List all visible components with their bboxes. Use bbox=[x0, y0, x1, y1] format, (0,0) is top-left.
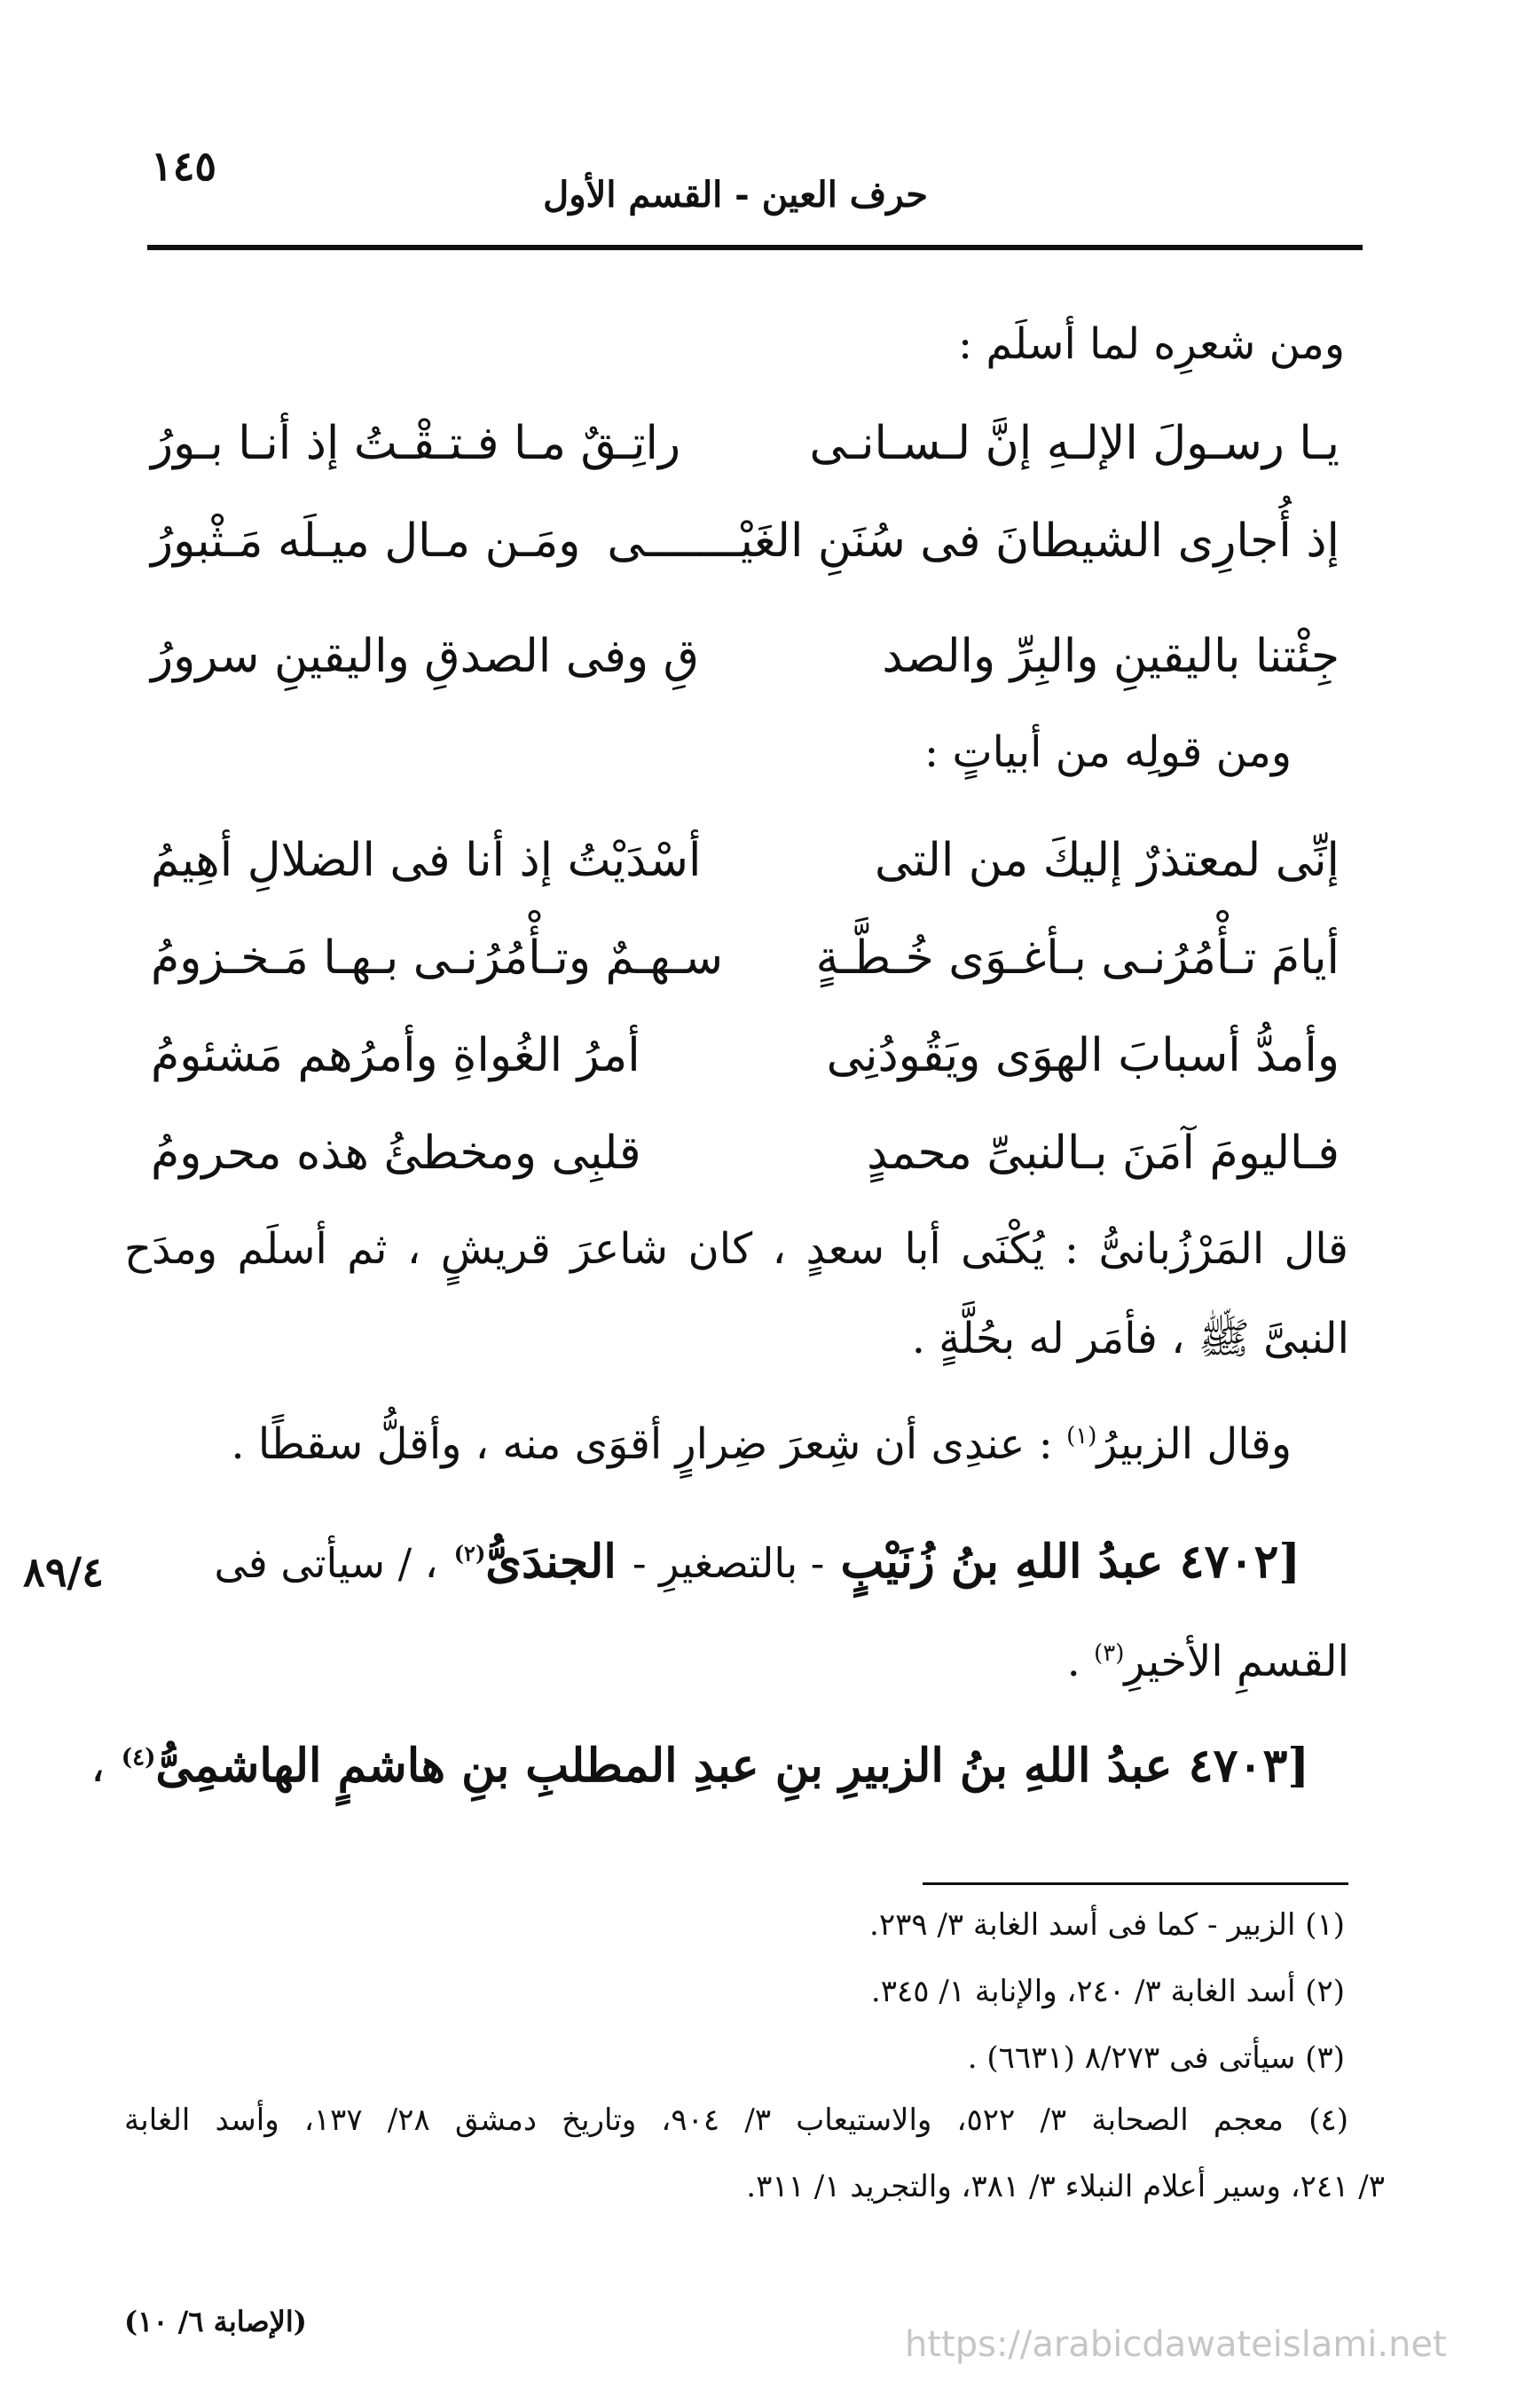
entry-number: [٤٧٠٣ bbox=[1188, 1739, 1309, 1793]
page-number: ١٤٥ bbox=[151, 142, 217, 190]
verse-line bbox=[151, 630, 1340, 701]
entry-heading-4703 bbox=[90, 1739, 1309, 1793]
verse-hemistich: فـاليومَ آمَنَ بـالنبىِّ محمدٍ bbox=[867, 1127, 1340, 1180]
verse-line bbox=[151, 1127, 1340, 1198]
verse-line bbox=[151, 1029, 1340, 1100]
intro-line: ومن قولِه من أبياتٍ : bbox=[924, 727, 1292, 777]
verse-line bbox=[151, 931, 1340, 1002]
paragraph-line bbox=[1067, 1637, 1349, 1686]
entry-heading-4702 bbox=[214, 1535, 1300, 1589]
verse-line bbox=[151, 515, 1340, 585]
verse-hemistich: راتِـقٌ مـا فـتـقْـتُ إذ أنـا بـورُ bbox=[151, 417, 681, 470]
footnote-rule bbox=[923, 1882, 1348, 1885]
verse-line bbox=[151, 834, 1340, 905]
footnote: ٣/ ٢٤١، وسير أعلام النبلاء ٣/ ٣٨١، والتجريد ١/ ٣١١. bbox=[746, 2169, 1385, 2204]
header-rule bbox=[147, 245, 1363, 250]
paragraph-text: القسمِ الأخيرِ bbox=[1124, 1637, 1349, 1686]
running-title: حرف العين - القسم الأول bbox=[543, 174, 928, 216]
verse-hemistich: وأمدُّ أسبابَ الهوَى ويَقُودُنِى bbox=[826, 1029, 1340, 1082]
verse-hemistich: يـا رسـولَ الإلـهِ إنَّ لـسـانـى bbox=[809, 417, 1340, 470]
footnote: (١) الزبير - كما فى أسد الغابة ٣/ ٢٣٩. bbox=[869, 1907, 1345, 1943]
footnote-ref: (٢) bbox=[453, 1540, 486, 1567]
verse-hemistich: إذ أُجارِى الشيطانَ فى سُنَنِ الغَيْـــــــى bbox=[607, 515, 1340, 568]
verse-hemistich: إنِّى لمعتذرٌ إليكَ من التى bbox=[874, 834, 1340, 887]
watermark: https://arabicdawateislami.net bbox=[905, 2324, 1447, 2365]
footnote: (٣) سيأتى فى ٨/٢٧٣ (٦٦٣١) . bbox=[967, 2040, 1345, 2076]
footnote: (٢) أسد الغابة ٣/ ٢٤٠، والإنابة ١/ ٣٤٥. bbox=[870, 1974, 1345, 2009]
verse-hemistich: أسْدَيْتُ إذ أنا فى الضلالِ أهِيمُ bbox=[151, 834, 702, 887]
entry-number: [٤٧٠٢ bbox=[1179, 1535, 1300, 1589]
verse-hemistich: أمرُ الغُواةِ وأمرُهم مَشئومُ bbox=[151, 1029, 640, 1082]
footnote-ref: (٤) bbox=[121, 1744, 156, 1772]
entry-name: عبدُ اللهِ بنُ زُنَيْبٍ bbox=[840, 1535, 1164, 1589]
paragraph-line: النبىَّ ﷺ ، فأمَر له بحُلَّةٍ . bbox=[911, 1314, 1349, 1363]
verse-hemistich: ومَـن مـال ميـلَه مَـثْبورُ bbox=[151, 515, 581, 568]
margin-reference: ٨٩/٤ bbox=[23, 1548, 104, 1596]
footnote-ref: (١) bbox=[1066, 1423, 1097, 1449]
footnote: (٤) معجم الصحابة ٣/ ٥٢٢، والاستيعاب ٣/ ٩٠٤، وتاريخ دمشق ٢٨/ ١٣٧، وأسد الغابة bbox=[124, 2102, 1348, 2138]
verse-hemistich: قلبِى ومخطئُ هذه محرومُ bbox=[151, 1127, 641, 1180]
entry-tail: ، bbox=[90, 1740, 106, 1793]
paragraph-text: وقال الزبيرُ bbox=[1096, 1419, 1292, 1469]
paragraph-line bbox=[231, 1419, 1292, 1469]
entry-tail: ، / سيأتى فى bbox=[214, 1539, 438, 1587]
verse-hemistich: قِ وفى الصدقِ واليقينِ سرورُ bbox=[151, 630, 699, 683]
paragraph-text: . bbox=[1066, 1637, 1080, 1686]
verse-line bbox=[151, 417, 1340, 488]
entry-nisba: الجندَىُّ bbox=[485, 1535, 617, 1589]
entry-note: - بالتصغيرِ - bbox=[632, 1539, 825, 1587]
paragraph-line: قال المَرْزُبانىُّ : يُكْنَى أبا سعدٍ ، كان شاعرَ قريشٍ ، ثم أسلَم ومدَح bbox=[124, 1224, 1348, 1274]
volume-reference: (الإصابة ٦/ ١٠) bbox=[124, 2305, 307, 2338]
paragraph-text: : عندِى أن شِعرَ ضِرارٍ أقوَى منه ، وأقلُّ سقطًا . bbox=[231, 1419, 1053, 1469]
verse-hemistich: أيامَ تـأْمُرُنـى بـأغـوَى خُـطَّـةٍ bbox=[815, 931, 1340, 985]
intro-line: ومن شعرِه لما أسلَم : bbox=[957, 319, 1345, 369]
verse-hemistich: سـهـمٌ وتـأْمُرُنـى بـهـا مَـخـزومُ bbox=[151, 931, 724, 985]
entry-name: عبدُ اللهِ بنُ الزبيرِ بنِ عبدِ المطلبِ بنِ هاشمٍ الهاشمِىُّ bbox=[155, 1739, 1173, 1793]
verse-hemistich: جِئْتنا باليقينِ والبِرِّ والصد bbox=[882, 630, 1340, 683]
footnote-ref: (٣) bbox=[1094, 1640, 1125, 1667]
